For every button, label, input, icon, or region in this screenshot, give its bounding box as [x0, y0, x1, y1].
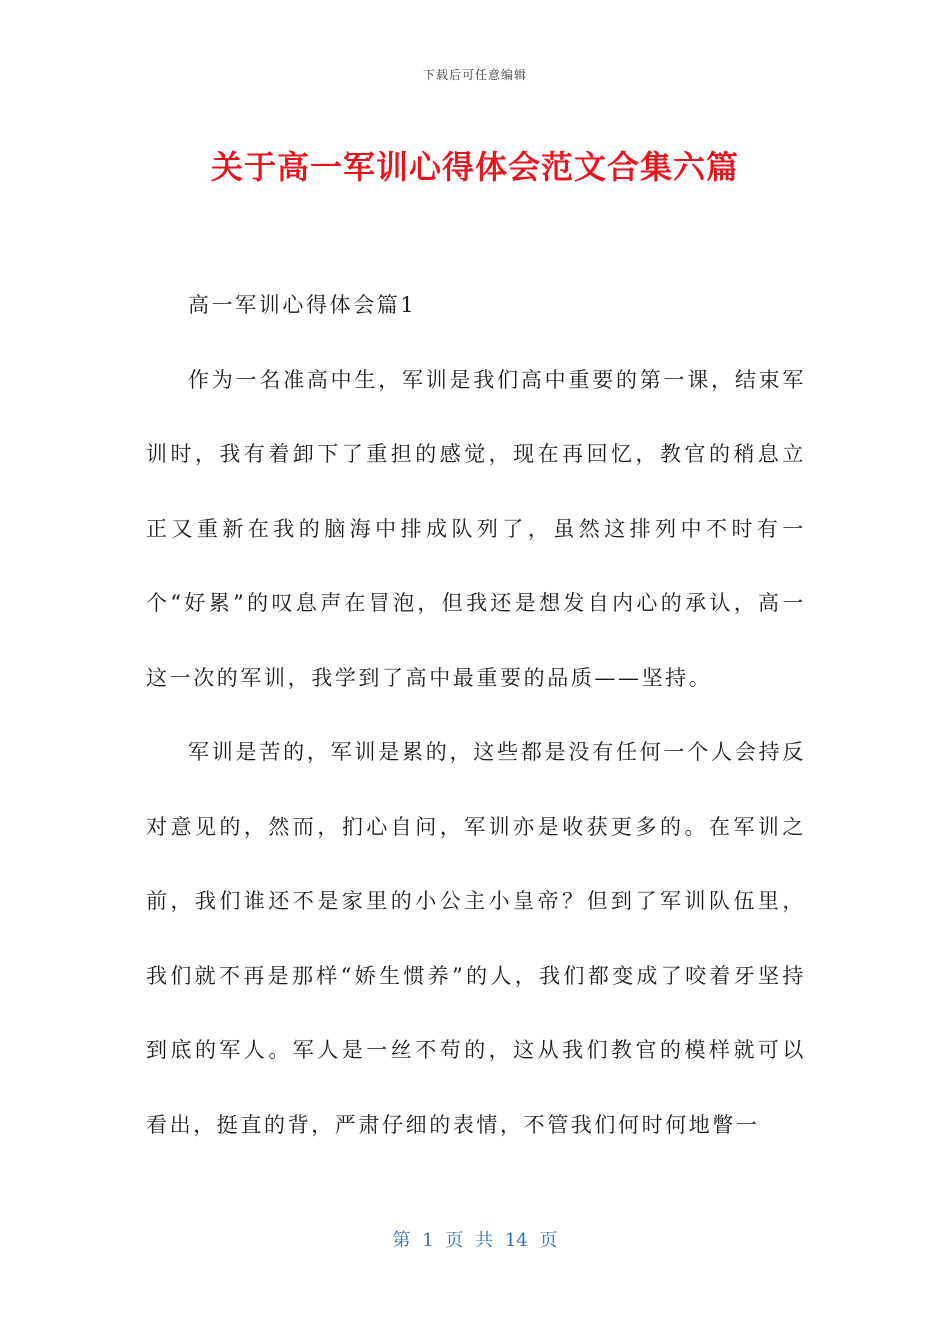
page-number-footer: 第 1 页 共 14 页 — [392, 1230, 558, 1251]
paragraph-2: 军训是苦的，军训是累的，这些都是没有任何一个人会持反对意见的，然而，扪心自问，军训亦是收获更多的。在军训之前，我们谁还不是家里的小公主小皇帝？但到了军训队伍里，我们就不再是那样“娇生惯养”的人，我们都变成了咬着牙坚持到底的军人。军人是一丝不苟的，这从我们教官的模样就可以看出，挺直的背，严肃仔细的表情，不管我们何时何地瞥一 — [146, 740, 806, 1137]
document-title: 关于高一军训心得体会范文合集六篇 — [210, 148, 739, 186]
section-heading: 高一军训心得体会篇1 — [188, 293, 417, 317]
paragraph-1: 作为一名准高中生，军训是我们高中重要的第一课，结束军训时，我有着卸下了重担的感觉，现在再回忆，教官的稍息立正又重新在我的脑海中排成队列了，虽然这排列中不时有一个“好累”的叹息声在冒泡，但我还是想发自内心的承认，高一这一次的军训，我学到了高中最重要的品质——坚持。 — [146, 367, 806, 690]
document-body — [146, 268, 806, 1162]
page-header: 下载后可任意编辑 — [422, 68, 527, 82]
